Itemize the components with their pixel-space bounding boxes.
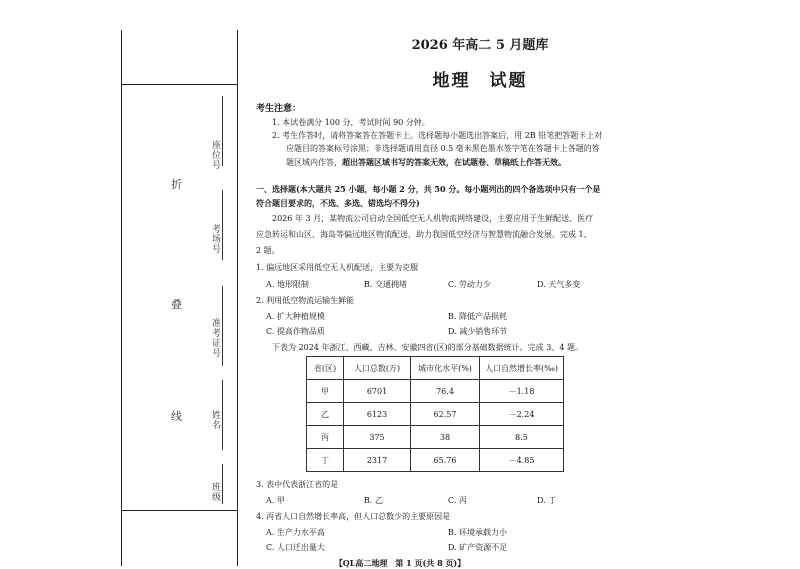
- name-blank[interactable]: [222, 380, 223, 450]
- population-table: [306, 356, 564, 472]
- table-cell: 丙: [307, 426, 344, 449]
- question-1-option-b: B. 交通拥堵: [364, 280, 407, 289]
- notice-emphasis: 超出答题区域书写的答案无效，在试题卷、草稿纸上作答无效。: [342, 157, 566, 167]
- question-4-stem: 4. 丙省人口自然增长率高，但人口总数少的主要原因是: [256, 512, 451, 521]
- notice-item-2-line-3: [286, 157, 566, 168]
- bank-title: 2026 年高二 5 月题库: [411, 38, 549, 53]
- class-label: 班级: [210, 482, 220, 502]
- table-row: [307, 449, 564, 472]
- table-cell: 375: [344, 426, 411, 449]
- question-4-option-d: D. 矿产资源不足: [448, 543, 508, 552]
- intro-line-2: 应急转运和山区、海岛等偏远地区物流配送，助力我国低空经济与智慧物流融合发展。完成 1、: [256, 230, 592, 239]
- question-2-option-c: C. 提高作物品质: [266, 327, 325, 336]
- table-cell: －1.18: [480, 380, 564, 403]
- question-2-option-b: B. 降低产品损耗: [448, 312, 507, 321]
- intro-line-1: 2026 年 3 月，某物流公司启动全国低空无人机物流网络建设，主要应用于生鲜配送、医疗: [272, 214, 594, 223]
- table-row: [307, 426, 564, 449]
- question-3-option-b: B. 乙: [364, 496, 383, 505]
- class-blank[interactable]: [222, 464, 223, 504]
- admission-number-label: 准考证号: [210, 318, 220, 358]
- question-1-option-c: C. 劳动力少: [448, 280, 491, 289]
- question-3-option-c: C. 丙: [448, 496, 467, 505]
- table-row: [307, 403, 564, 426]
- margin-fold-line: [237, 30, 238, 566]
- table-cell: 丁: [307, 449, 344, 472]
- subject-title: 地理 试题: [432, 71, 528, 91]
- notice-item-2-line-2: 应题目的答案标号涂黑；非选择题请用直径 0.5 毫米黑色墨水签字笔在答题卡上各题的答: [286, 144, 600, 153]
- question-3-option-d: D. 丁: [537, 496, 557, 505]
- question-2-option-d: D. 减少销售环节: [448, 327, 508, 336]
- table-cell: 乙: [307, 403, 344, 426]
- table-intro: 下表为 2024 年浙江、西藏、吉林、安徽四省(区)的部分基础数据统计。完成 3、4 题。: [272, 343, 583, 352]
- question-1-option-a: A. 地形限制: [266, 280, 309, 289]
- seat-number-label: 座位号: [210, 140, 220, 170]
- table-header-cell: 人口自然增长率(‰): [480, 357, 564, 380]
- intro-line-3: 2 题。: [256, 246, 280, 255]
- fold-char-3: 线: [171, 410, 182, 423]
- margin-outer-line: [121, 30, 122, 566]
- notice-item-1: 1. 本试卷满分 100 分，考试时间 90 分钟。: [272, 118, 430, 127]
- margin-bottom-rule: [121, 510, 238, 511]
- seat-number-blank[interactable]: [222, 96, 223, 166]
- question-2-stem: 2. 利用低空物流运输生鲜能: [256, 296, 355, 305]
- exam-room-blank[interactable]: [222, 190, 223, 260]
- question-3-option-a: A. 甲: [266, 496, 285, 505]
- name-label: 姓名: [210, 410, 220, 430]
- table-header-cell: 省(区): [307, 357, 344, 380]
- section-1-title-line-2: 符合题目要求的，不选、多选、错选均不得分): [256, 198, 420, 208]
- table-cell: 38: [411, 426, 480, 449]
- table-header-cell: 人口总数(万): [344, 357, 411, 380]
- table-cell: 2317: [344, 449, 411, 472]
- page-footer: 【QL高二地理 第 1 页(共 8 页)】: [334, 558, 466, 568]
- table-cell: －2.24: [480, 403, 564, 426]
- table-cell: 6123: [344, 403, 411, 426]
- table-cell: 76.4: [411, 380, 480, 403]
- notice-heading: 考生注意：: [256, 104, 302, 114]
- question-4-option-b: B. 环境承载力小: [448, 528, 507, 537]
- table-cell: 甲: [307, 380, 344, 403]
- table-cell: －4.85: [480, 449, 564, 472]
- table-row: [307, 380, 564, 403]
- question-1-stem: 1. 偏远地区采用低空无人机配送，主要为克服: [256, 263, 419, 272]
- table-cell: 8.5: [480, 426, 564, 449]
- admission-number-blank[interactable]: [222, 286, 223, 366]
- question-2-option-a: A. 扩大种植规模: [266, 312, 325, 321]
- table-header-cell: 城市化水平(%): [411, 357, 480, 380]
- table-header-row: [307, 357, 564, 380]
- exam-room-label: 考场号: [210, 224, 220, 254]
- section-1-title-line-1: 一、选择题(本大题共 25 小题，每小题 2 分，共 50 分。每小题列出的四个备选项中只有一个是: [256, 184, 601, 194]
- question-4-option-c: C. 人口迁出量大: [266, 543, 325, 552]
- question-4-option-a: A. 生产力水平高: [266, 528, 325, 537]
- table-cell: 62.57: [411, 403, 480, 426]
- question-1-option-d: D. 天气多变: [537, 280, 581, 289]
- question-3-stem: 3. 表中代表浙江省的是: [256, 480, 339, 489]
- notice-item-2-line-1: 2. 考生作答时，请将答案答在答题卡上。选择题每小题选出答案后，用 2B 铅笔把答题卡上对: [272, 131, 603, 140]
- table-cell: 65.76: [411, 449, 480, 472]
- table-cell: 6701: [344, 380, 411, 403]
- margin-top-rule: [121, 84, 238, 85]
- fold-char-2: 叠: [171, 298, 182, 311]
- notice-item-2-line-3-text: 题区域内作答，: [286, 158, 342, 167]
- fold-char-1: 折: [171, 178, 182, 191]
